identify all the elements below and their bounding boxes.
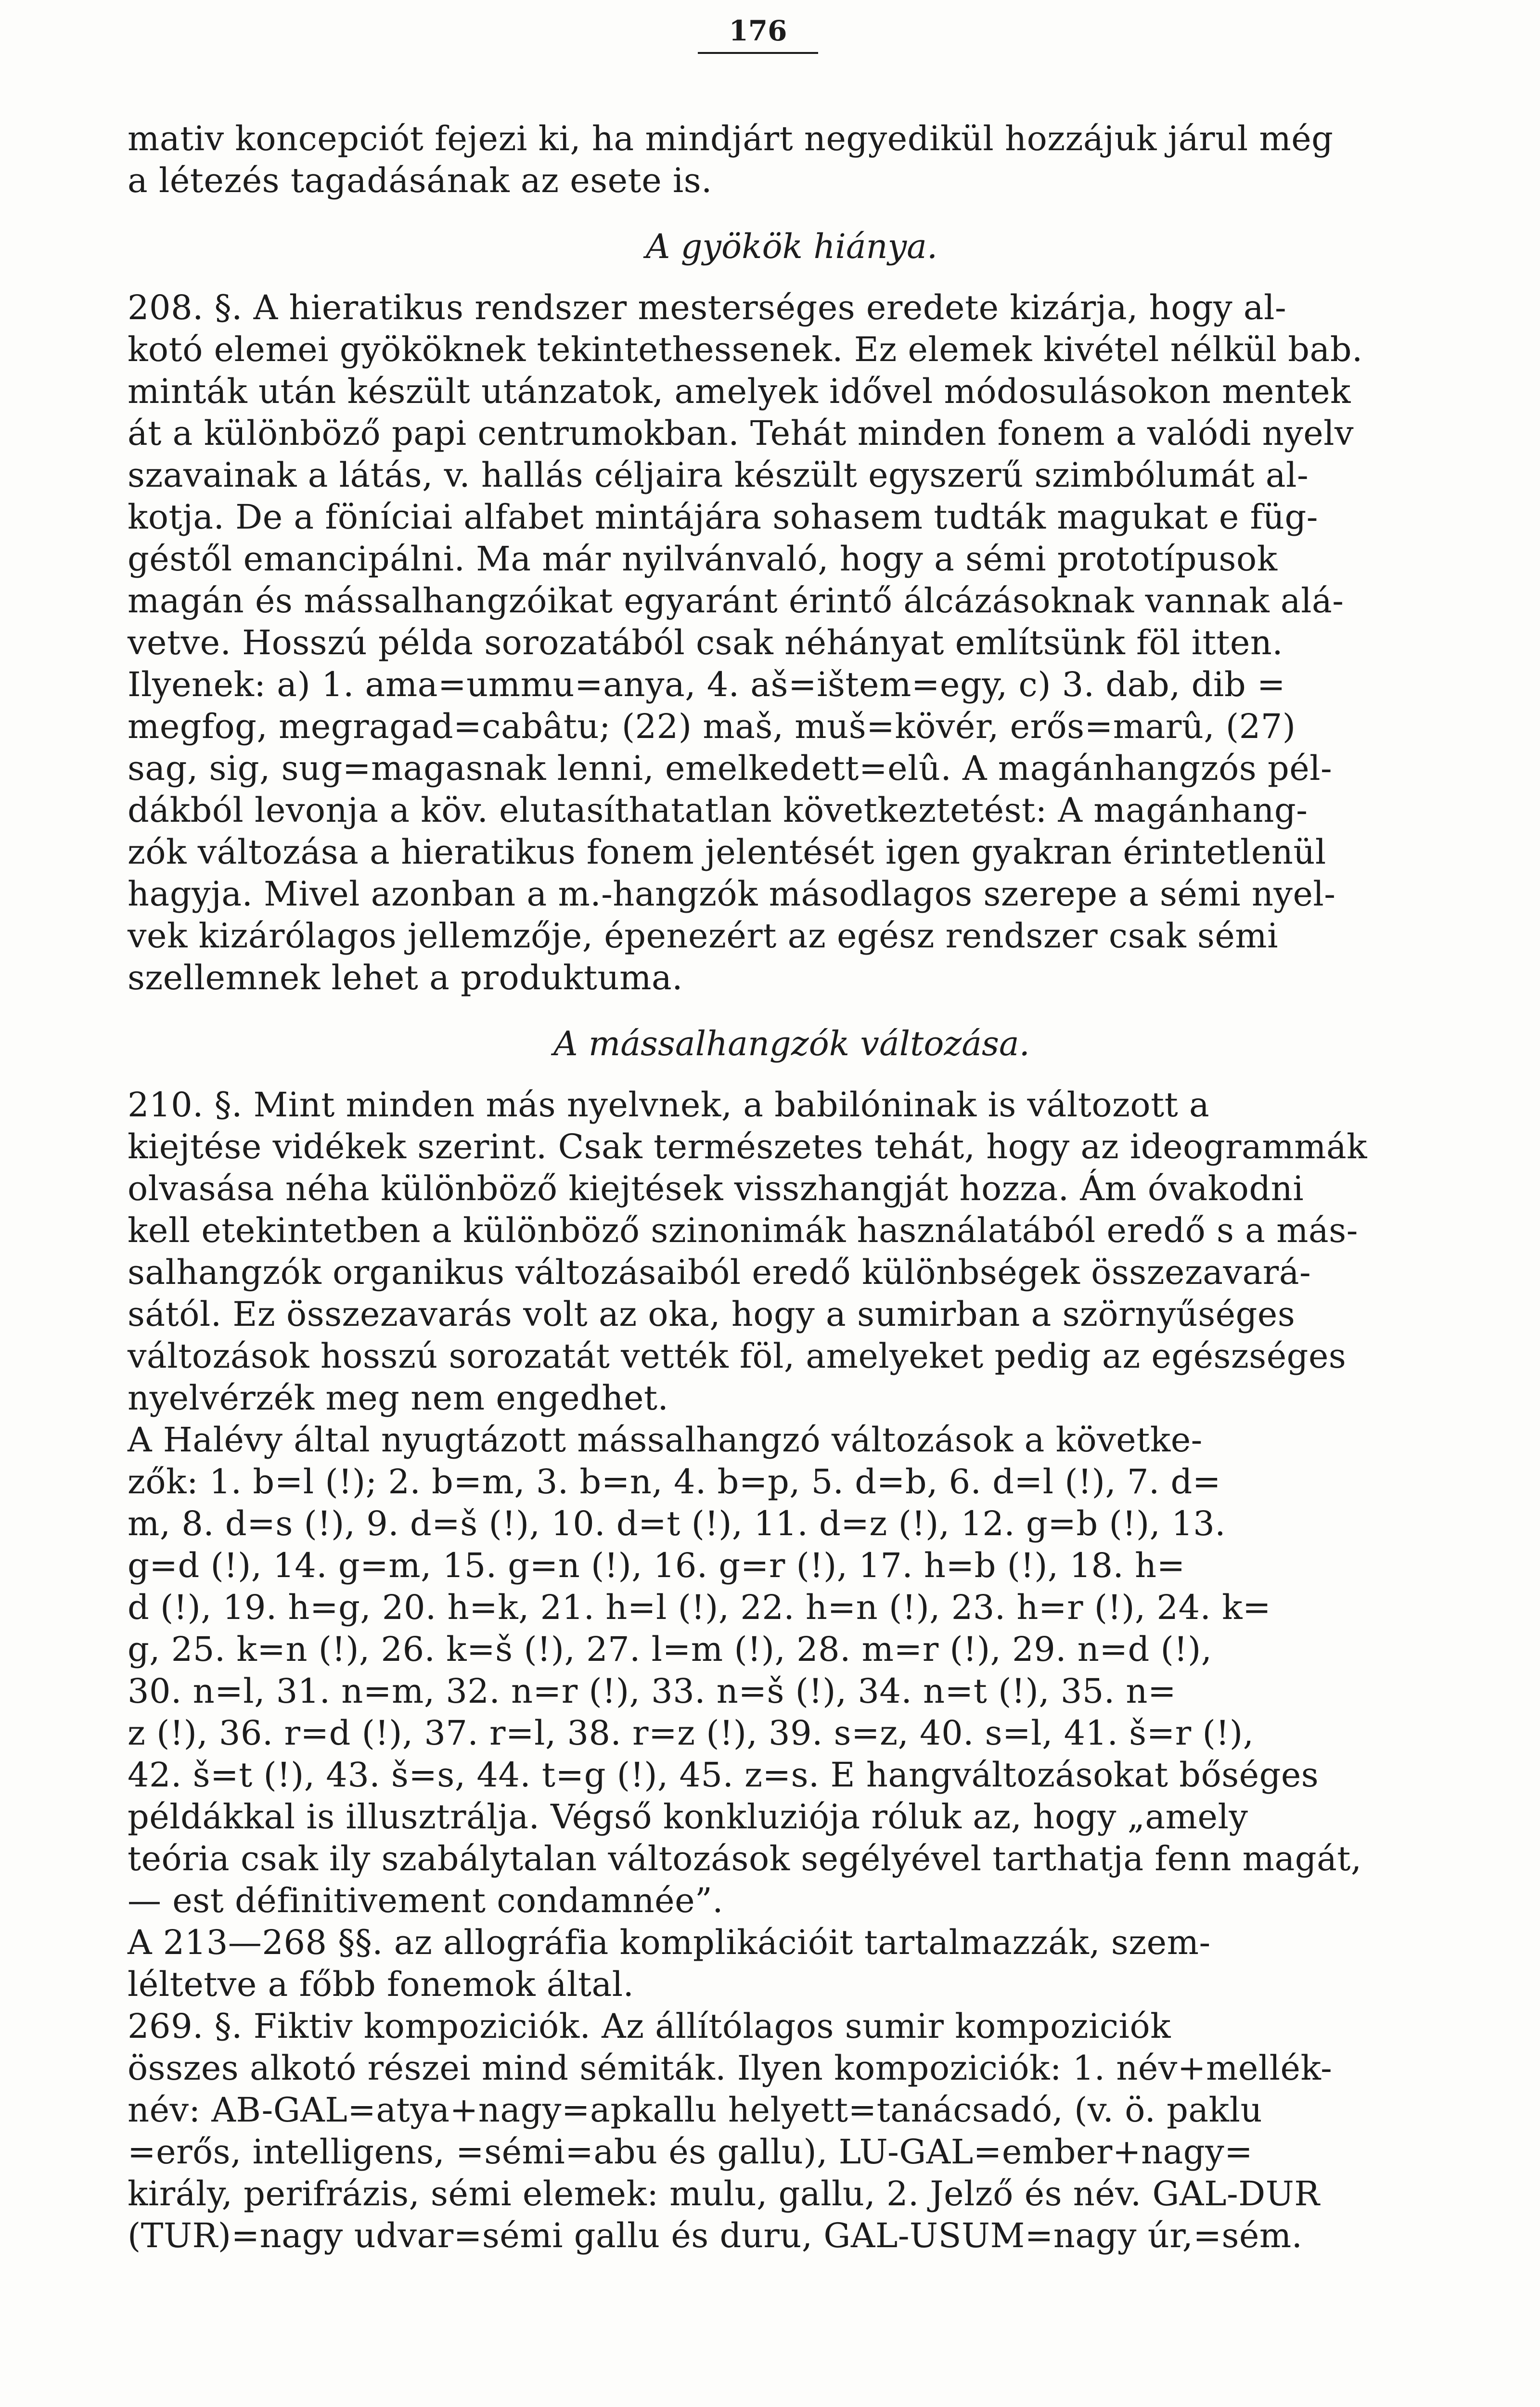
text-line: dákból levonja a köv. elutasíthatatlan következtetést: A magánhang- — [128, 790, 1308, 830]
text-line: olvasása néha különböző kiejtések visszhangját hozza. Ám óvakodni — [128, 1169, 1304, 1208]
text-line: hagyja. Mivel azonban a m.-hangzók másodlagos szerepe a sémi nyel- — [128, 874, 1336, 914]
section-heading-consonants: A mássalhangzók változása. — [553, 1024, 1030, 1063]
text-line: szellemnek lehet a produktuma. — [128, 958, 683, 997]
text-line: teória csak ily szabálytalan változások segélyével tarthatja fenn magát, — [128, 1839, 1362, 1878]
text-line: vetve. Hosszú példa sorozatából csak néhányat említsünk föl itten. — [128, 623, 1283, 662]
paragraph-halevy — [128, 1419, 1456, 1922]
text-line: sag, sig, sug=magasnak lenni, emelkedett=elû. A magánhangzós pél- — [128, 749, 1333, 788]
text-line: változások hosszú sorozatát vették föl, amelyeket pedig az egészséges — [128, 1336, 1347, 1376]
text-line: mativ koncepciót fejezi ki, ha mindjárt negyedikül hozzájuk járul még — [128, 119, 1334, 158]
paragraph-208 — [128, 287, 1456, 999]
page-body — [128, 118, 1456, 2257]
text-line: =erős, intelligens, =sémi=abu és gallu), LU-GAL=ember+nagy= — [128, 2132, 1253, 2172]
text-line: nyelvérzék meg nem engedhet. — [128, 1378, 669, 1418]
page-number: 176 — [698, 14, 818, 54]
text-line: d (!), 19. h=g, 20. h=k, 21. h=l (!), 22. h=n (!), 23. h=r (!), 24. k= — [128, 1588, 1271, 1627]
text-line: 208. §. A hieratikus rendszer mesterséges eredete kizárja, hogy al- — [128, 288, 1287, 327]
text-line: át a különböző papi centrumokban. Tehát minden fonem a valódi nyelv — [128, 414, 1354, 453]
text-line: példákkal is illusztrálja. Végső konkluziója róluk az, hogy „amely — [128, 1797, 1248, 1837]
text-line: zők: 1. b=l (!); 2. b=m, 3. b=n, 4. b=p, 5. d=b, 6. d=l (!), 7. d= — [128, 1462, 1221, 1501]
text-line: kell etekintetben a különböző szinonimák használatából eredő s a más- — [128, 1211, 1358, 1250]
paragraph-213-268 — [128, 1922, 1456, 2006]
text-line: A Halévy által nyugtázott mássalhangzó változások a követke- — [128, 1420, 1203, 1460]
text-line: 30. n=l, 31. n=m, 32. n=r (!), 33. n=š (!), 34. n=t (!), 35. n= — [128, 1671, 1177, 1711]
text-line: kotó elemei gyököknek tekintethessenek. Ez elemek kivétel nélkül bab. — [128, 330, 1363, 369]
paragraph-269 — [128, 2006, 1456, 2257]
text-line: vek kizárólagos jellemzője, épenezért az egész rendszer csak sémi — [128, 916, 1279, 956]
text-line: kotja. De a föníciai alfabet mintájára sohasem tudták magukat e füg- — [128, 497, 1318, 537]
text-line: Ilyenek: a) 1. ama=ummu=anya, 4. aš=ištem=egy, c) 3. dab, dib = — [128, 665, 1286, 704]
text-line: m, 8. d=s (!), 9. d=š (!), 10. d=t (!), 11. d=z (!), 12. g=b (!), 13. — [128, 1504, 1226, 1543]
text-line: sától. Ez összezavarás volt az oka, hogy a sumirban a szörnyűséges — [128, 1294, 1296, 1334]
text-line: megfog, megragad=cabâtu; (22) maš, muš=kövér, erős=marû, (27) — [128, 707, 1296, 746]
text-line: (TUR)=nagy udvar=sémi gallu és duru, GAL-USUM=nagy úr,=sém. — [128, 2216, 1303, 2255]
text-line: magán és mássalhangzóikat egyaránt érintő álcázásoknak vannak alá- — [128, 581, 1344, 621]
text-line: g=d (!), 14. g=m, 15. g=n (!), 16. g=r (!), 17. h=b (!), 18. h= — [128, 1546, 1185, 1585]
text-line: — est définitivement condamnée”. — [128, 1881, 724, 1920]
text-line: 269. §. Fiktiv kompoziciók. Az állítólagos sumir kompoziciók — [128, 2006, 1171, 2046]
text-line: A 213—268 §§. az allográfia komplikációit tartalmazzák, szem- — [128, 1923, 1211, 1962]
paragraph-continuation — [128, 118, 1456, 202]
text-line: összes alkotó részei mind sémiták. Ilyen kompoziciók: 1. név+mellék- — [128, 2048, 1333, 2088]
paragraph-210 — [128, 1084, 1456, 1419]
text-line: z (!), 36. r=d (!), 37. r=l, 38. r=z (!), 39. s=z, 40. s=l, 41. š=r (!), — [128, 1713, 1254, 1753]
text-line: 210. §. Mint minden más nyelvnek, a babilóninak is változott a — [128, 1085, 1210, 1125]
text-line: kiejtése vidékek szerint. Csak természetes tehát, hogy az ideogrammák — [128, 1127, 1368, 1166]
text-line: g, 25. k=n (!), 26. k=š (!), 27. l=m (!), 28. m=r (!), 29. n=d (!), — [128, 1630, 1212, 1669]
section-heading-roots: A gyökök hiánya. — [645, 227, 938, 266]
text-line: géstől emancipálni. Ma már nyilvánvaló, hogy a sémi prototípusok — [128, 539, 1278, 579]
text-line: zók változása a hieratikus fonem jelentését igen gyakran érintetlenül — [128, 832, 1326, 872]
text-line: salhangzók organikus változásaiból eredő különbségek összezavará- — [128, 1253, 1311, 1292]
text-line: 42. š=t (!), 43. š=s, 44. t=g (!), 45. z=s. E hangváltozásokat bőséges — [128, 1755, 1319, 1795]
text-line: a létezés tagadásának az esete is. — [128, 161, 712, 200]
text-line: szavainak a látás, v. hallás céljaira készült egyszerű szimbólumát al- — [128, 455, 1309, 495]
text-line: minták után készült utánzatok, amelyek idővel módosulásokon mentek — [128, 372, 1351, 411]
text-line: név: AB-GAL=atya+nagy=apkallu helyett=tanácsadó, (v. ö. paklu — [128, 2090, 1263, 2130]
text-line: király, perifrázis, sémi elemek: mulu, gallu, 2. Jelző és név. GAL-DUR — [128, 2174, 1320, 2213]
text-line: léltetve a főbb fonemok által. — [128, 1965, 634, 2004]
